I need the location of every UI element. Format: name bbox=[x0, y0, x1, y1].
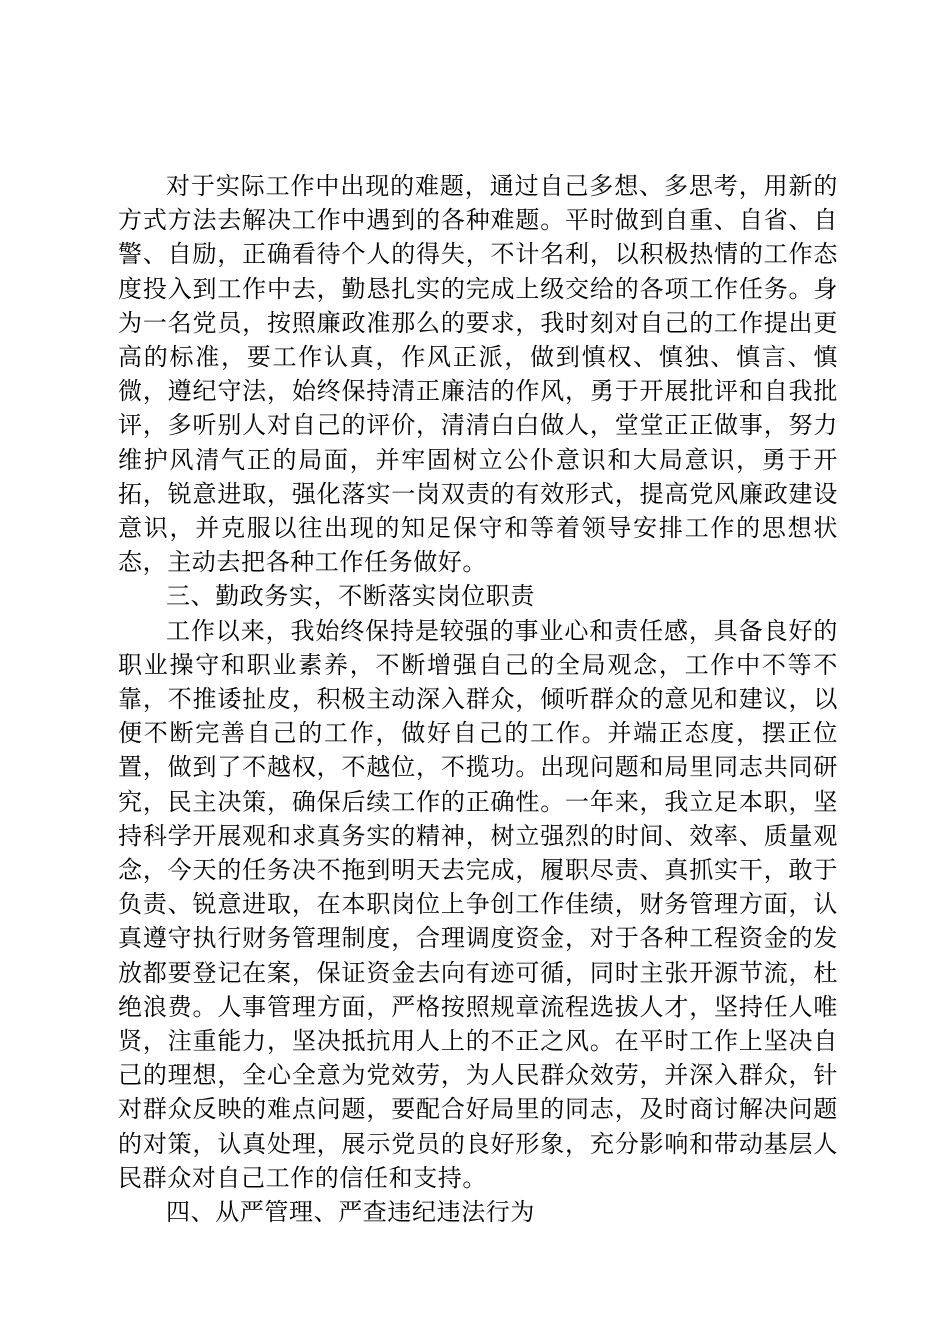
paragraph-diligence: 工作以来，我始终保持是较强的事业心和责任感，具备良好的职业操守和职业素养，不断增强自己的全局观念，工作中不等不靠，不推诿扯皮，积极主动深入群众，倾听群众的意见和建议，以便不断完善自己的工作，做好自己的工作。并端正态度，摆正位置，做到了不越权，不越位，不揽功。出现问题和局里同志共同研究，民主决策，确保后续工作的正确性。一年来，我立足本职，坚持科学开展观和求真务实的精神，树立强烈的时间、效率、质量观念，今天的任务决不拖到明天去完成，履职尽责、真抓实干，敢于负责、锐意进取，在本职岗位上争创工作佳绩，财务管理方面，认真遵守执行财务管理制度，合理调度资金，对于各种工程资金的发放都要登记在案，保证资金去向有迹可循，同时主张开源节流，杜绝浪费。人事管理方面，严格按照规章流程选拔人才，坚持任人唯贤，注重能力，坚决抵抗用人上的不正之风。在平时工作上坚决自己的理想，全心全意为党效劳，为人民群众效劳，并深入群众，针对群众反映的难点问题，要配合好局里的同志，及时商讨解决问题的对策，认真处理，展示党员的良好形象，充分影响和带动基层人民群众对自己工作的信任和支持。 bbox=[118, 616, 838, 1192]
paragraph-conduct: 对于实际工作中出现的难题，通过自己多想、多思考，用新的方式方法去解决工作中遇到的各种难题。平时做到自重、自省、自警、自励，正确看待个人的得失，不计名利，以积极热情的工作态度投入到工作中去，勤恳扎实的完成上级交给的各项工作任务。身为一名党员，按照廉政准那么的要求，我时刻对自己的工作提出更高的标准，要工作认真，作风正派，做到慎权、慎独、慎言、慎微，遵纪守法，始终保持清正廉洁的作风，勇于开展批评和自我批评，多听别人对自己的评价，清清白白做人，堂堂正正做事，努力维护风清气正的局面，并牢固树立公仆意识和大局意识，勇于开拓，锐意进取，强化落实一岗双责的有效形式，提高党风廉政建设意识，并克服以往出现的知足保守和等着领导安排工作的思想状态，主动去把各种工作任务做好。 bbox=[118, 172, 838, 577]
document-body bbox=[118, 169, 838, 1229]
section-heading-4: 四、从严管理、严查违纪违法行为 bbox=[166, 1198, 535, 1227]
section-heading-3: 三、勤政务实，不断落实岗位职责 bbox=[166, 582, 535, 611]
